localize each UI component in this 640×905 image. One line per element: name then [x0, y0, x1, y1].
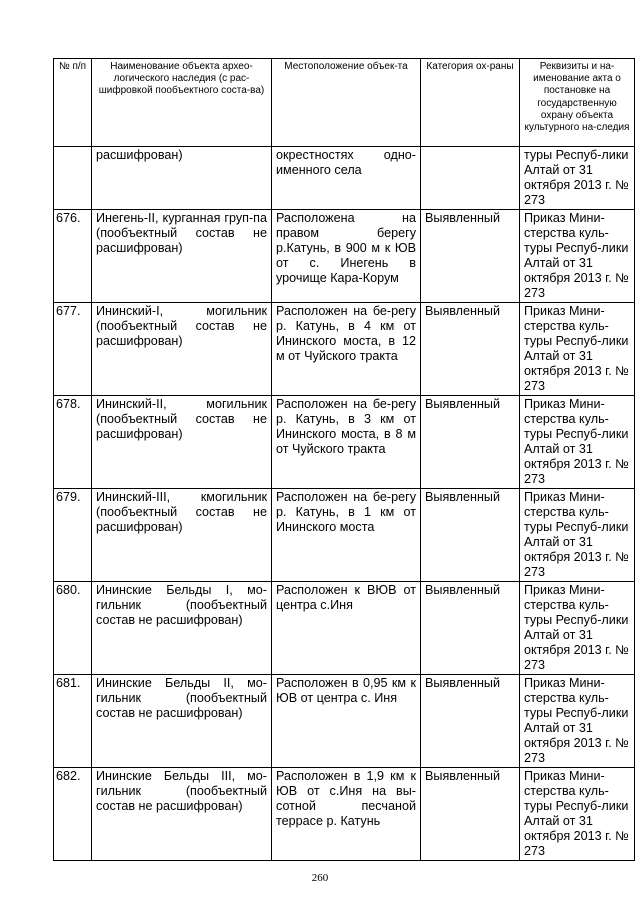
table-row [54, 489, 635, 582]
header-num: № п/п [54, 59, 92, 147]
cell-act: Приказ Мини-стерства куль-туры Респуб-лики Алтай от 31 октября 2013 г. № 273 [520, 675, 635, 768]
cell-name: Ининский-II, могильник (пообъектный состав не расшифрован) [92, 396, 272, 489]
header-act: Реквизиты и на-именование акта о постановке на государственную охрану объекта культурного на-следия [520, 59, 635, 147]
cell-category: Выявленный [421, 582, 520, 675]
cell-act: Приказ Мини-стерства куль-туры Респуб-лики Алтай от 31 октября 2013 г. № 273 [520, 582, 635, 675]
cell-act: Приказ Мини-стерства куль-туры Респуб-лики Алтай от 31 октября 2013 г. № 273 [520, 303, 635, 396]
cell-act: Приказ Мини-стерства куль-туры Респуб-лики Алтай от 31 октября 2013 г. № 273 [520, 489, 635, 582]
cell-num: 682. [54, 768, 92, 861]
table-row [54, 582, 635, 675]
cell-location: Расположен в 1,9 км к ЮВ от с.Иня на вы-сотной песчаной террасе р. Катунь [272, 768, 421, 861]
cell-category: Выявленный [421, 303, 520, 396]
cell-num: 680. [54, 582, 92, 675]
cell-location: Расположен в 0,95 км к ЮВ от центра с. Иня [272, 675, 421, 768]
cell-name: Ининский-I, могильник (пообъектный состав не расшифрован) [92, 303, 272, 396]
cell-name: Ининский-III, кмогильник (пообъектный состав не расшифрован) [92, 489, 272, 582]
cell-num: 681. [54, 675, 92, 768]
header-location: Местоположение объек-та [272, 59, 421, 147]
cell-name: расшифрован) [92, 147, 272, 210]
cell-act: туры Респуб-лики Алтай от 31 октября 2013 г. № 273 [520, 147, 635, 210]
cell-num: 677. [54, 303, 92, 396]
header-category: Категория ох-раны [421, 59, 520, 147]
cell-name: Ининские Бельды III, мо-гильник (пообъектный состав не расшифрован) [92, 768, 272, 861]
cell-num [54, 147, 92, 210]
cell-num: 676. [54, 210, 92, 303]
cell-category [421, 147, 520, 210]
table-row [54, 768, 635, 861]
cell-name: Ининские Бельды II, мо-гильник (пообъектный состав не расшифрован) [92, 675, 272, 768]
cell-num: 678. [54, 396, 92, 489]
header-name: Наименование объекта архео-логического наследия (с рас-шифровкой пообъектного соста-ва) [92, 59, 272, 147]
cell-name: Инегень-II, курганная груп-па (пообъектный состав не расшифрован) [92, 210, 272, 303]
cell-location: Расположен на бе-регу р. Катунь, в 3 км от Ининского моста, в 8 м от Чуйского тракта [272, 396, 421, 489]
table-row [54, 303, 635, 396]
cell-location: Расположен к ВЮВ от центра с.Иня [272, 582, 421, 675]
cell-category: Выявленный [421, 768, 520, 861]
table-row-continuation [54, 147, 635, 210]
cell-act: Приказ Мини-стерства куль-туры Респуб-лики Алтай от 31 октября 2013 г. № 273 [520, 396, 635, 489]
cell-category: Выявленный [421, 489, 520, 582]
cell-category: Выявленный [421, 675, 520, 768]
cell-location: Расположен на бе-регу р. Катунь, в 4 км от Ининского моста, в 12 м от Чуйского тракта [272, 303, 421, 396]
cell-name: Ининские Бельды I, мо-гильник (пообъектный состав не расшифрован) [92, 582, 272, 675]
cell-act: Приказ Мини-стерства куль-туры Респуб-лики Алтай от 31 октября 2013 г. № 273 [520, 210, 635, 303]
cell-num: 679. [54, 489, 92, 582]
cell-location: Расположен на бе-регу р. Катунь, в 1 км от Ининского моста [272, 489, 421, 582]
heritage-register-table [53, 58, 635, 861]
cell-location: окрестностях одно-именного села [272, 147, 421, 210]
table-header-row [54, 59, 635, 147]
cell-location: Расположена на правом берегу р.Катунь, в 900 м к ЮВ от с. Инегень в урочище Кара-Корум [272, 210, 421, 303]
cell-category: Выявленный [421, 396, 520, 489]
table-row [54, 210, 635, 303]
cell-act: Приказ Мини-стерства куль-туры Респуб-лики Алтай от 31 октября 2013 г. № 273 [520, 768, 635, 861]
page-number: 260 [311, 872, 329, 884]
cell-category: Выявленный [421, 210, 520, 303]
table-row [54, 396, 635, 489]
table-row [54, 675, 635, 768]
